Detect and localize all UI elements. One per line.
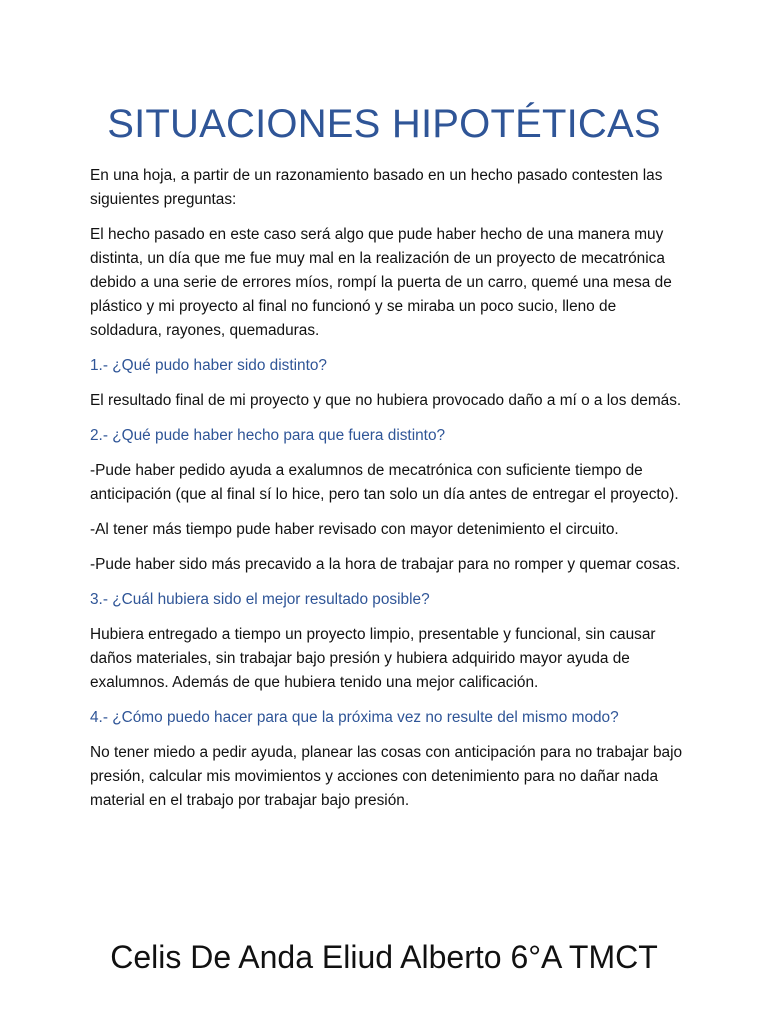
question-4: 4.- ¿Cómo puedo hacer para que la próxima vez no resulte del mismo modo? (90, 709, 619, 726)
document-title: SITUACIONES HIPOTÉTICAS (107, 102, 661, 146)
answer-2-item-3: -Pude haber sido más precavido a la hora de trabajar para no romper y quemar cosas. (90, 556, 681, 573)
context-paragraph: El hecho pasado en este caso será algo que pude haber hecho de una manera muy distinta, un día que me fue muy mal en la realización de un proyecto de mecatrónica debido a una serie de errores míos, rompí la puerta de un carro, quemé una mesa de plástico y mi proyecto al final no funcionó y se miraba un poco sucio, lleno de soldadura, rayones, quemaduras. (90, 226, 672, 339)
question-2: 2.- ¿Qué pude haber hecho para que fuera distinto? (90, 427, 446, 444)
author-signature: Celis De Anda Eliud Alberto 6°A TMCT (110, 939, 658, 975)
intro-paragraph: En una hoja, a partir de un razonamiento basado en un hecho pasado contesten las siguientes preguntas: (90, 167, 663, 208)
answer-4: No tener miedo a pedir ayuda, planear las cosas con anticipación para no trabajar bajo presión, calcular mis movimientos y acciones con detenimiento para no dañar nada material en el trabajo por trabajar bajo presión. (90, 744, 683, 809)
question-1: 1.- ¿Qué pudo haber sido distinto? (90, 357, 327, 374)
question-3: 3.- ¿Cuál hubiera sido el mejor resultado posible? (90, 591, 430, 608)
answer-2-item-1: -Pude haber pedido ayuda a exalumnos de mecatrónica con suficiente tiempo de anticipación (que al final sí lo hice, pero tan solo un día antes de entregar el proyecto). (90, 462, 679, 503)
answer-3: Hubiera entregado a tiempo un proyecto limpio, presentable y funcional, sin causar daños materiales, sin trabajar bajo presión y hubiera adquirido mayor ayuda de exalumnos. Además de que hubiera tenido una mejor calificación. (90, 626, 656, 691)
answer-1: El resultado final de mi proyecto y que no hubiera provocado daño a mí o a los demás. (90, 392, 682, 409)
document-body (90, 164, 690, 824)
answer-2-item-2: -Al tener más tiempo pude haber revisado con mayor detenimiento el circuito. (90, 521, 619, 538)
